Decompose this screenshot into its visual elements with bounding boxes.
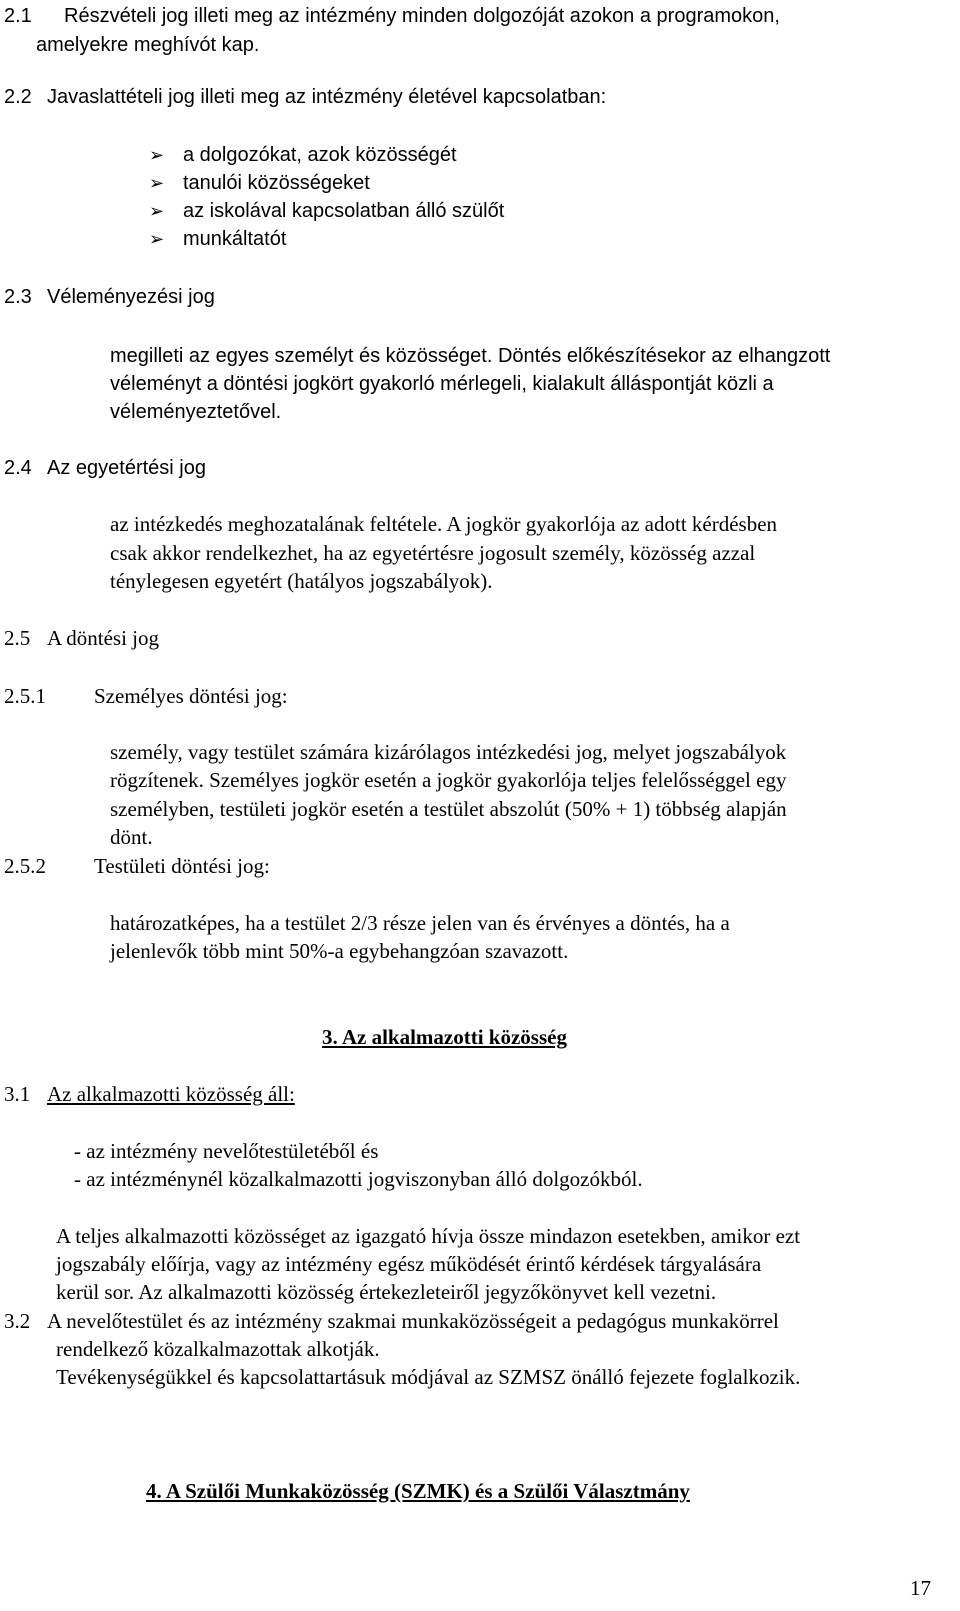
- arrowhead-bullet-icon: ➢: [149, 201, 165, 222]
- section-number-2-5: 2.5: [4, 626, 31, 650]
- paragraph-line: A teljes alkalmazotti közösséget az igazgató hívja össze mindazon esetekben, amikor ezt: [56, 1224, 801, 1248]
- section-number-2-4: 2.4: [4, 457, 32, 479]
- section-2-5-2-title: Testületi döntési jog:: [94, 854, 270, 878]
- bullet-item: [149, 141, 457, 170]
- section-number-3-1: 3.1: [4, 1082, 31, 1106]
- bullet-item: [149, 225, 286, 254]
- paragraph-line: személy, vagy testület számára kizárólagos intézkedési jog, melyet jogszabályok: [110, 740, 787, 764]
- paragraph-line: megilleti az egyes személyt és közösséget. Döntés előkészítésekor az elhangzott: [110, 345, 831, 367]
- paragraph-line: A nevelőtestület és az intézmény szakmai munkaközösségeit a pedagógus munkakörrel: [47, 1309, 779, 1333]
- bullet-item: [149, 169, 370, 198]
- chapter-3-heading: 3. Az alkalmazotti közösség: [322, 1025, 567, 1049]
- bullet-text: tanulói közösségeket: [183, 172, 370, 194]
- paragraph-line: személyben, testületi jogkör esetén a testület abszolút (50% + 1) többség alapján: [110, 797, 787, 821]
- section-2-2-title: Javaslattételi jog illeti meg az intézmény életével kapcsolatban:: [47, 86, 607, 108]
- bullet-text: munkáltatót: [183, 228, 287, 250]
- arrowhead-bullet-icon: ➢: [149, 173, 165, 194]
- section-2-1-line-2: amelyekre meghívót kap.: [36, 34, 260, 56]
- section-number-2-2: 2.2: [4, 86, 32, 108]
- paragraph-line: dönt.: [110, 825, 153, 849]
- paragraph-line: véleményt a döntési jogkört gyakorló mérlegeli, kialakult álláspontját közli a: [110, 373, 774, 395]
- arrowhead-bullet-icon: ➢: [149, 145, 165, 166]
- section-2-1-line-1: Részvételi jog illeti meg az intézmény minden dolgozóját azokon a programokon,: [64, 5, 780, 27]
- paragraph-line: jogszabály előírja, vagy az intézmény egész működését érintő kérdések tárgyalására: [56, 1252, 762, 1276]
- section-2-5-1-title: Személyes döntési jog:: [94, 684, 288, 708]
- section-number-2-5-1: 2.5.1: [4, 684, 46, 708]
- paragraph-line: csak akkor rendelkezhet, ha az egyetértésre jogosult személy, közösség azzal: [110, 541, 756, 565]
- section-2-3-title: Véleményezési jog: [47, 286, 215, 308]
- bullet-text: az iskolával kapcsolatban álló szülőt: [183, 200, 505, 222]
- paragraph-line: Tevékenységükkel és kapcsolattartásuk módjával az SZMSZ önálló fejezete foglalkozik.: [56, 1365, 801, 1389]
- section-number-3-2: 3.2: [4, 1309, 31, 1333]
- paragraph-line: rendelkező közalkalmazottak alkotják.: [56, 1337, 380, 1361]
- list-item: - az intézmény nevelőtestületéből és: [74, 1139, 379, 1163]
- section-number-2-1: 2.1: [4, 5, 32, 27]
- paragraph-line: az intézkedés meghozatalának feltétele. A jogkör gyakorlója az adott kérdésben: [110, 512, 778, 536]
- page-number: 17: [910, 1576, 931, 1600]
- bullet-item: [149, 197, 504, 226]
- paragraph-line: jelenlevők több mint 50%-a egybehangzóan szavazott.: [110, 939, 569, 963]
- bullet-text: a dolgozókat, azok közösségét: [183, 144, 457, 166]
- arrowhead-bullet-icon: ➢: [149, 229, 165, 250]
- paragraph-line: ténylegesen egyetért (hatályos jogszabályok).: [110, 569, 493, 593]
- section-2-5-title: A döntési jog: [47, 626, 160, 650]
- paragraph-line: határozatképes, ha a testület 2/3 része jelen van és érvényes a döntés, ha a: [110, 911, 730, 935]
- section-2-4-title: Az egyetértési jog: [47, 457, 206, 479]
- paragraph-line: véleményeztetővel.: [110, 401, 282, 423]
- list-item: - az intézménynél közalkalmazotti jogviszonyban álló dolgozókból.: [74, 1167, 643, 1191]
- paragraph-line: rögzítenek. Személyes jogkör esetén a jogkör gyakorlója teljes felelősséggel egy: [110, 768, 787, 792]
- section-number-2-5-2: 2.5.2: [4, 854, 46, 878]
- chapter-4-heading: 4. A Szülői Munkaközösség (SZMK) és a Szülői Választmány: [146, 1479, 690, 1503]
- section-3-1-title: Az alkalmazotti közösség áll:: [47, 1082, 295, 1106]
- paragraph-line: kerül sor. Az alkalmazotti közösség értekezleteiről jegyzőkönyvet kell vezetni.: [56, 1280, 717, 1304]
- section-number-2-3: 2.3: [4, 286, 32, 308]
